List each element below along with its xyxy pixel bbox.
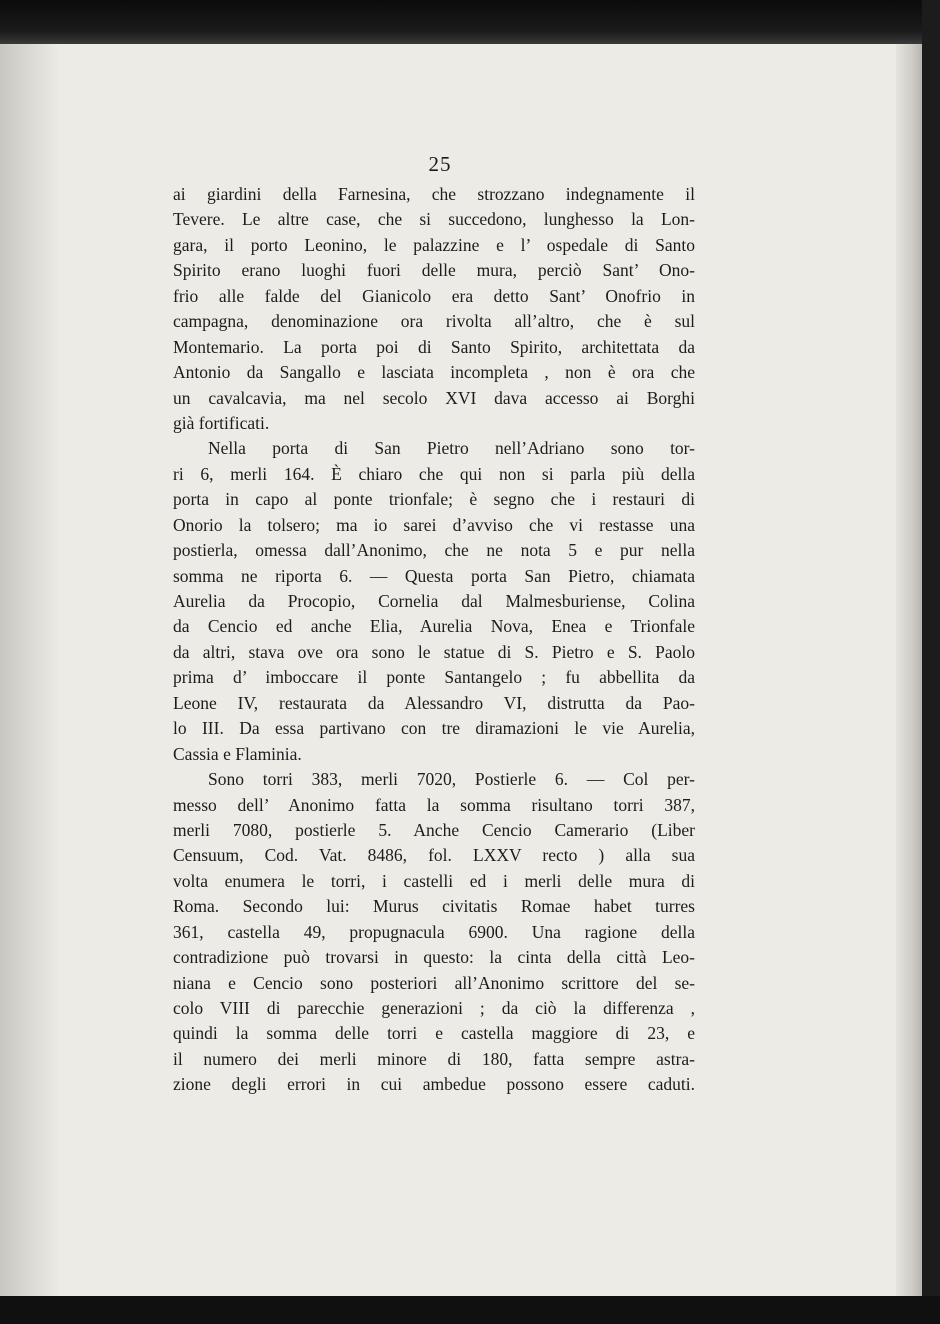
scan-top-border bbox=[0, 0, 940, 44]
text-line: Antonio da Sangallo e lasciata incompleta , non è ora che bbox=[173, 362, 695, 383]
text-line: Leone IV, restaurata da Alessandro VI, distrutta da Pao- bbox=[173, 692, 695, 713]
text-line: somma ne riporta 6. — Questa porta San Pietro, chiamata bbox=[173, 565, 695, 586]
scan-right-border bbox=[922, 0, 940, 1324]
text-line: Tevere. Le altre case, che si succedono, lunghesso la Lon- bbox=[173, 209, 695, 230]
text-line: contradizione può trovarsi in questo: la cinta della città Leo- bbox=[173, 947, 695, 968]
text-line: lo III. Da essa partivano con tre diramazioni le vie Aurelia, bbox=[173, 718, 695, 739]
text-line: ai giardini della Farnesina, che strozzano indegnamente il bbox=[173, 184, 695, 204]
text-line: il numero dei merli minore di 180, fatta sempre astra- bbox=[173, 1048, 695, 1069]
binding-shadow bbox=[0, 44, 60, 1296]
text-line: Censuum, Cod. Vat. 8486, fol. LXXV recto ) alla sua bbox=[173, 845, 695, 866]
text-line: prima d’ imboccare il ponte Santangelo ; fu abbellita da bbox=[173, 667, 695, 688]
text-line: gara, il porto Leonino, le palazzine e l’ ospedale di Santo bbox=[173, 234, 695, 255]
text-line: zione degli errori in cui ambedue possono essere caduti. bbox=[173, 1074, 695, 1095]
text-line: postierla, omessa dall’Anonimo, che ne nota 5 e pur nella bbox=[173, 540, 695, 561]
text-line: da altri, stava ove ora sono le statue di S. Pietro e S. Paolo bbox=[173, 641, 695, 662]
text-line: Roma. Secondo lui: Murus civitatis Romae habet turres bbox=[173, 896, 695, 917]
text-line: Onorio la tolsero; ma io sarei d’avviso che vi restasse una bbox=[173, 514, 695, 535]
text-line: 361, castella 49, propugnacula 6900. Una ragione della bbox=[173, 921, 695, 942]
text-line: merli 7080, postierle 5. Anche Cencio Camerario (Liber bbox=[173, 819, 695, 840]
text-line: niana e Cencio sono posteriori all’Anonimo scrittore del se- bbox=[173, 972, 695, 993]
page-number: 25 bbox=[428, 152, 452, 176]
text-line: Aurelia da Procopio, Cornelia dal Malmesburiense, Colina bbox=[173, 591, 695, 611]
paragraph-start-line: Sono torri 383, merli 7020, Postierle 6. — Col per- bbox=[208, 769, 695, 790]
scan-bottom-border bbox=[0, 1296, 940, 1324]
page-edge bbox=[896, 44, 922, 1296]
body-text bbox=[173, 182, 695, 1098]
paragraph-end-line: già fortificati. bbox=[173, 412, 270, 433]
text-line: porta in capo al ponte trionfale; è segno che i restauri di bbox=[173, 489, 695, 510]
text-line: ri 6, merli 164. È chiaro che qui non si parla più della bbox=[173, 463, 695, 484]
text-line: colo VIII di parecchie generazioni ; da ciò la differenza , bbox=[173, 998, 695, 1018]
paragraph-end-line: Cassia e Flaminia. bbox=[173, 743, 302, 764]
paragraph-start-line: Nella porta di San Pietro nell’Adriano sono tor- bbox=[208, 438, 695, 459]
text-line: volta enumera le torri, i castelli ed i merli delle mura di bbox=[173, 870, 695, 891]
text-line: Spirito erano luoghi fuori delle mura, perciò Sant’ Ono- bbox=[173, 260, 695, 281]
text-line: campagna, denominazione ora rivolta all’altro, che è sul bbox=[173, 311, 695, 332]
text-line: Montemario. La porta poi di Santo Spirito, architettata da bbox=[173, 336, 695, 357]
text-line: da Cencio ed anche Elia, Aurelia Nova, Enea e Trionfale bbox=[173, 616, 695, 637]
text-line: messo dell’ Anonimo fatta la somma risultano torri 387, bbox=[173, 794, 695, 815]
text-line: un cavalcavia, ma nel secolo XVI dava accesso ai Borghi bbox=[173, 387, 695, 408]
text-line: quindi la somma delle torri e castella maggiore di 23, e bbox=[173, 1023, 695, 1044]
text-line: frio alle falde del Gianicolo era detto Sant’ Onofrio in bbox=[173, 285, 695, 306]
